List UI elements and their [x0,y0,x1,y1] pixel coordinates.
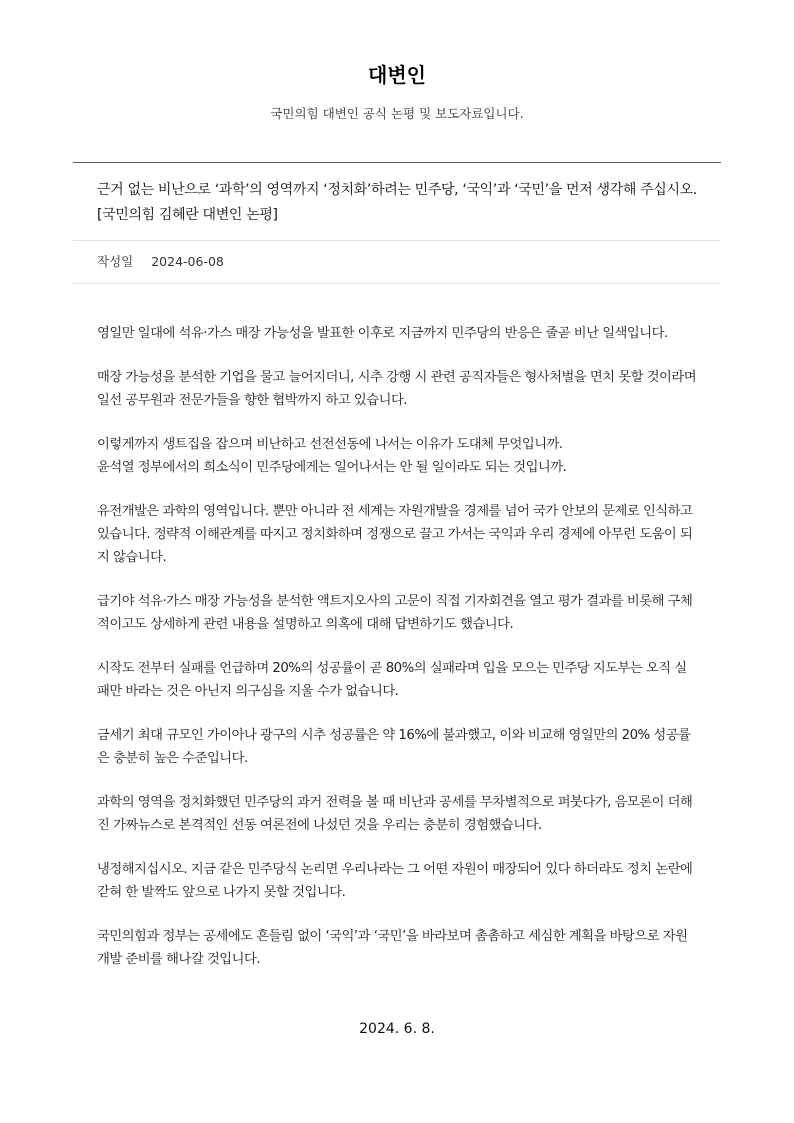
body-paragraph: 유전개발은 과학의 영역입니다. 뿐만 아니라 전 세계는 자원개발을 경제를 넘어 국가 안보의 문제로 인식하고 있습니다. 정략적 이해관계를 따지고 정치화하며 정쟁으로 끌고 가서는 국익과 우리 경제에 아무런 도움이 되지 않습니다. [97,504,693,565]
body-paragraph: 과학의 영역을 정치화했던 민주당의 과거 전력을 볼 때 비난과 공세를 무차별적으로 퍼붓다가, 음모론이 더해진 가짜뉴스로 본격적인 선동 여론전에 나섰던 것을 우리는 충분히 경험했습니다. [97,795,693,833]
body-paragraph: 영일만 일대에 석유·가스 매장 가능성을 발표한 이후로 지금까지 민주당의 반응은 줄곧 비난 일색입니다. [97,326,668,341]
post-meta [97,252,224,272]
body-paragraph: 국민의힘과 정부는 공세에도 흔들림 없이 ‘국익’과 ‘국민’을 바라보며 촘촘하고 세심한 계획을 바탕으로 자원개발 준비를 해나갈 것입니다. [97,929,688,967]
page-subtitle: 국민의힘 대변인 공식 논평 및 보도자료입니다. [270,106,524,121]
body-paragraph: 이렇게까지 생트집을 잡으며 비난하고 선전선동에 나서는 이유가 도대체 무엇입니까. 윤석열 정부에서의 희소식이 민주당에게는 일어나서는 안 될 일이라도 되는 것입니까. [97,437,567,475]
post-date: 2024-06-08 [151,254,224,269]
body-paragraph: 매장 가능성을 분석한 기업을 물고 늘어지더니, 시추 강행 시 관련 공직자들은 형사처벌을 면치 못할 것이라며 일선 공무원과 전문가들을 향한 협박까지 하고 있습니다. [97,370,697,408]
post-title: 근거 없는 비난으로 ‘과학’의 영역까지 ‘정치화’하려는 민주당, ‘국익’과 ‘국민’을 먼저 생각해 주십시오. [국민의힘 김혜란 대변인 논평] [97,182,697,223]
page-title: 대변인 [368,63,426,87]
body-paragraph: 냉정해지십시오. 지금 같은 민주당식 논리면 우리나라는 그 어떤 자원이 매장되어 있다 하더라도 정치 논란에 갇혀 한 발짝도 앞으로 나가지 못할 것입니다. [97,862,693,900]
title-divider [73,240,721,241]
body-paragraph: 금세기 최대 규모인 가이아나 광구의 시추 성공률은 약 16%에 불과했고, 이와 비교해 영일만의 20% 성공률은 충분히 높은 수준입니다. [97,728,691,766]
meta-divider [73,283,721,284]
signoff-date: 2024. 6. 8. [359,1021,435,1037]
page-header [0,58,794,124]
body-paragraph: 시작도 전부터 실패를 언급하며 20%의 성공률이 곧 80%의 실패라며 입을 모으는 민주당 지도부는 오직 실패만 바라는 것은 아닌지 의구심을 지울 수가 없습니다. [97,661,687,699]
post-body [97,322,697,992]
body-paragraph: 급기야 석유·가스 매장 가능성을 분석한 액트지오사의 고문이 직접 기자회견을 열고 평가 결과를 비롯해 구체적이고도 상세하게 관련 내용을 설명하고 의혹에 대해 답변하기도 했습니다. [97,594,693,632]
header-divider [73,162,721,163]
date-label: 작성일 [97,254,134,269]
